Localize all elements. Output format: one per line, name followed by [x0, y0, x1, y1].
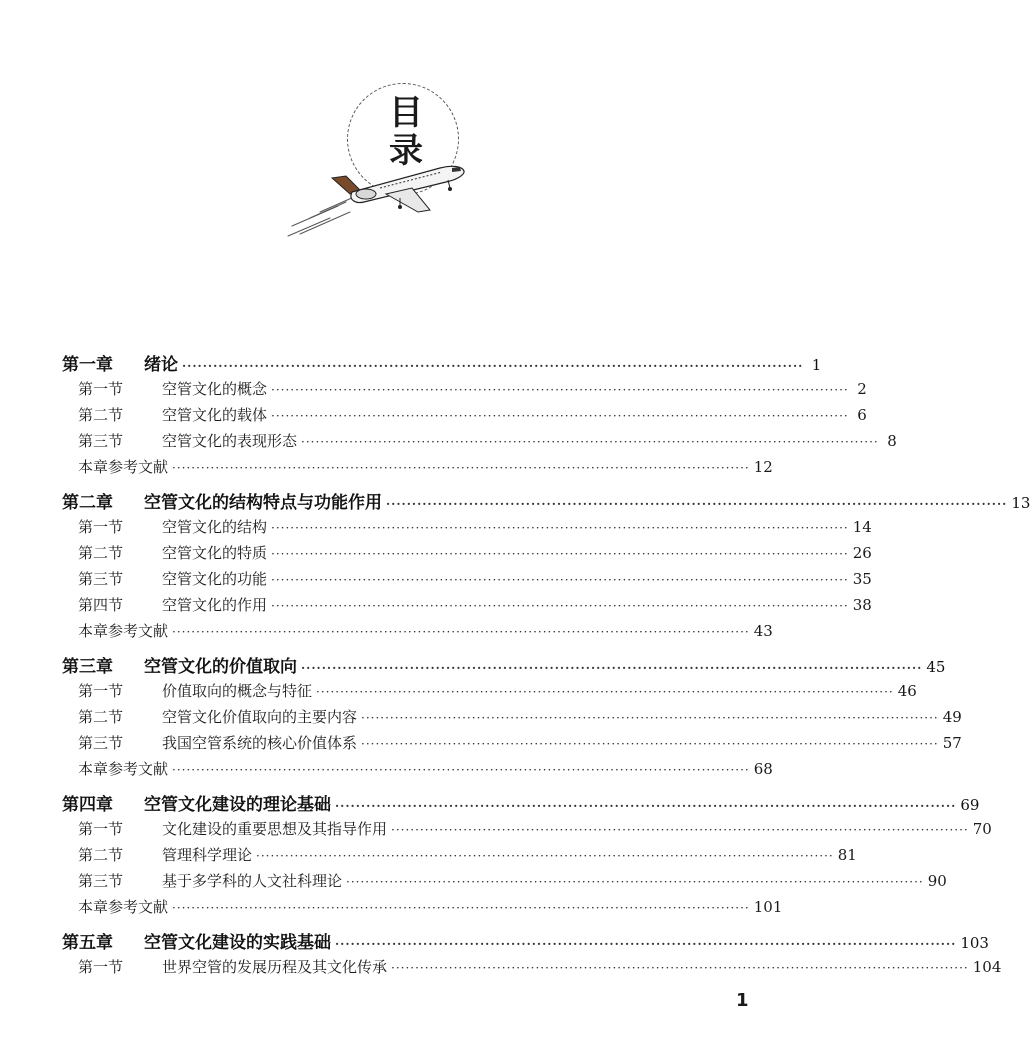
toc-entry-title: 管理科学理论 — [162, 846, 253, 864]
toc-entry-title: 本章参考文献 — [78, 760, 169, 778]
toc-entry-number: 第三节 — [78, 872, 124, 890]
toc-page-number: 45 — [926, 658, 946, 676]
toc-references-row[interactable] — [62, 456, 773, 482]
toc-entry-label — [78, 818, 387, 839]
dot-leader: ························································································································ — [386, 497, 1008, 511]
airplane-icon — [280, 150, 480, 240]
dot-leader: ························································································································ — [172, 625, 750, 639]
toc-entry-number: 第五章 — [62, 933, 113, 953]
toc-page-number: 13 — [1011, 494, 1030, 512]
toc-entry-label — [78, 758, 168, 779]
toc-page-number: 46 — [897, 682, 917, 700]
dot-leader: ························································································································ — [182, 359, 804, 373]
toc-entry-title: 世界空管的发展历程及其文化传承 — [162, 958, 388, 976]
dot-leader: ························································································································ — [271, 383, 849, 397]
toc-entry-title: 空管文化的功能 — [162, 570, 268, 588]
toc-entry-number: 第一节 — [78, 682, 124, 700]
dot-leader: ························································································································ — [271, 521, 849, 535]
dot-leader: ························································································································ — [271, 409, 849, 423]
dot-leader: ························································································································ — [301, 661, 923, 675]
dot-leader: ························································································································ — [271, 599, 849, 613]
toc-entry-title: 基于多学科的人文社科理论 — [162, 872, 343, 890]
toc-entry-number: 第四节 — [78, 596, 124, 614]
toc-entry-title: 空管文化的结构特点与功能作用 — [144, 493, 382, 513]
toc-entry-label — [62, 652, 297, 677]
toc-section-row[interactable] — [62, 594, 872, 620]
toc-page-number: 38 — [852, 596, 872, 614]
toc-entry-number: 第三节 — [78, 570, 124, 588]
toc-entry-number: 第三节 — [78, 432, 124, 450]
toc-section-row[interactable] — [62, 844, 857, 870]
toc-entry-label — [78, 896, 168, 917]
toc-entry-number: 第三章 — [62, 657, 113, 677]
toc-page-number: 68 — [753, 760, 773, 778]
toc-chapter-row[interactable] — [62, 482, 1030, 516]
toc-entry-label — [78, 456, 168, 477]
toc-entry-label — [78, 542, 267, 563]
toc-section-row[interactable] — [62, 542, 872, 568]
toc-entry-title: 文化建设的重要思想及其指导作用 — [162, 820, 388, 838]
toc-section-row[interactable] — [62, 404, 867, 430]
toc-entry-label — [78, 594, 267, 615]
toc-page-number: 90 — [927, 872, 947, 890]
toc-entry-label — [78, 404, 267, 425]
toc-entry-number: 第一节 — [78, 958, 124, 976]
page-number: 1 — [736, 990, 749, 1011]
toc-entry-title: 空管文化建设的理论基础 — [144, 795, 331, 815]
toc-entry-title: 空管文化建设的实践基础 — [144, 933, 331, 953]
dot-leader: ························································································································ — [391, 823, 969, 837]
toc-entry-title: 空管文化的价值取向 — [144, 657, 297, 677]
toc-entry-label — [62, 790, 331, 815]
toc-page-number: 2 — [857, 380, 867, 398]
toc-entry-title: 空管文化的作用 — [162, 596, 268, 614]
toc-entry-label — [78, 516, 267, 537]
toc-entry-title: 空管文化的特质 — [162, 544, 268, 562]
toc-page-number: 14 — [852, 518, 872, 536]
toc-section-row[interactable] — [62, 378, 867, 404]
table-of-contents — [62, 344, 1030, 982]
toc-entry-title: 绪论 — [144, 355, 178, 375]
toc-entry-number: 第一章 — [62, 355, 113, 375]
toc-entry-label — [78, 680, 312, 701]
toc-section-row[interactable] — [62, 956, 1002, 982]
toc-entry-title: 空管文化价值取向的主要内容 — [162, 708, 358, 726]
dot-leader: ························································································································ — [271, 547, 849, 561]
dot-leader: ························································································································ — [271, 573, 849, 587]
toc-entry-label — [78, 706, 357, 727]
toc-entry-number: 第二节 — [78, 406, 124, 424]
toc-chapter-row[interactable] — [62, 646, 946, 680]
toc-header-graphic — [280, 80, 480, 240]
dot-leader: ························································································································ — [172, 461, 750, 475]
toc-page-number: 8 — [887, 432, 897, 450]
toc-page-number: 6 — [857, 406, 867, 424]
toc-entry-title: 空管文化的载体 — [162, 406, 268, 424]
toc-entry-title: 空管文化的表现形态 — [162, 432, 298, 450]
toc-title-line2: 录 — [389, 131, 423, 171]
toc-entry-number: 第一节 — [78, 380, 124, 398]
dot-leader: ························································································································ — [335, 799, 957, 813]
toc-entry-label — [62, 488, 382, 513]
toc-entry-title: 空管文化的概念 — [162, 380, 268, 398]
dot-leader: ························································································································ — [361, 711, 939, 725]
toc-references-row[interactable] — [62, 758, 773, 784]
toc-section-row[interactable] — [62, 732, 962, 758]
toc-entry-number: 第四章 — [62, 795, 113, 815]
dot-leader: ························································································································ — [172, 901, 750, 915]
toc-entry-number: 第三节 — [78, 734, 124, 752]
toc-title-line1: 目 — [389, 93, 423, 133]
dot-leader: ························································································································ — [335, 937, 957, 951]
dot-leader: ························································································································ — [256, 849, 834, 863]
toc-page-number: 69 — [960, 796, 980, 814]
toc-chapter-row[interactable] — [62, 922, 989, 956]
toc-entry-number: 第一节 — [78, 518, 124, 536]
toc-entry-label — [78, 732, 357, 753]
toc-entry-title: 本章参考文献 — [78, 898, 169, 916]
toc-entry-label — [78, 378, 267, 399]
toc-page-number: 35 — [852, 570, 872, 588]
toc-entry-label — [78, 620, 168, 641]
toc-page-number: 49 — [942, 708, 962, 726]
toc-entry-number: 第一节 — [78, 820, 124, 838]
toc-references-row[interactable] — [62, 896, 783, 922]
dot-leader: ························································································································ — [301, 435, 879, 449]
toc-entry-label — [78, 870, 342, 891]
toc-entry-number: 第二节 — [78, 544, 124, 562]
toc-entry-label — [78, 844, 252, 865]
toc-page-number: 70 — [972, 820, 992, 838]
toc-entry-label — [78, 568, 267, 589]
toc-page-number: 81 — [837, 846, 857, 864]
toc-section-row[interactable] — [62, 568, 872, 594]
dot-leader: ························································································································ — [316, 685, 894, 699]
toc-page-number: 1 — [811, 356, 822, 374]
toc-chapter-row[interactable] — [62, 784, 980, 818]
toc-entry-title: 本章参考文献 — [78, 622, 169, 640]
dot-leader: ························································································································ — [391, 961, 969, 975]
toc-section-row[interactable] — [62, 818, 992, 844]
toc-page-number: 101 — [753, 898, 783, 916]
toc-entry-number: 第二章 — [62, 493, 113, 513]
toc-section-row[interactable] — [62, 680, 917, 706]
toc-page-number: 12 — [753, 458, 773, 476]
toc-entry-title: 本章参考文献 — [78, 458, 169, 476]
toc-entry-title: 空管文化的结构 — [162, 518, 268, 536]
toc-entry-label — [78, 956, 387, 977]
toc-page-number: 57 — [942, 734, 962, 752]
toc-page-number: 104 — [972, 958, 1002, 976]
toc-page-number: 26 — [852, 544, 872, 562]
dot-leader: ························································································································ — [172, 763, 750, 777]
dot-leader: ························································································································ — [361, 737, 939, 751]
toc-section-row[interactable] — [62, 516, 872, 542]
toc-references-row[interactable] — [62, 620, 773, 646]
toc-entry-label — [62, 350, 178, 375]
dot-leader: ························································································································ — [346, 875, 924, 889]
toc-section-row[interactable] — [62, 430, 897, 456]
toc-entry-label — [78, 430, 297, 451]
toc-entry-number: 第二节 — [78, 708, 124, 726]
toc-section-row[interactable] — [62, 706, 962, 732]
toc-entry-label — [62, 928, 331, 953]
toc-page-number: 103 — [960, 934, 989, 952]
toc-chapter-row[interactable] — [62, 344, 822, 378]
toc-page-number: 43 — [753, 622, 773, 640]
toc-section-row[interactable] — [62, 870, 947, 896]
toc-entry-title: 我国空管系统的核心价值体系 — [162, 734, 358, 752]
toc-entry-number: 第二节 — [78, 846, 124, 864]
toc-entry-title: 价值取向的概念与特征 — [162, 682, 313, 700]
